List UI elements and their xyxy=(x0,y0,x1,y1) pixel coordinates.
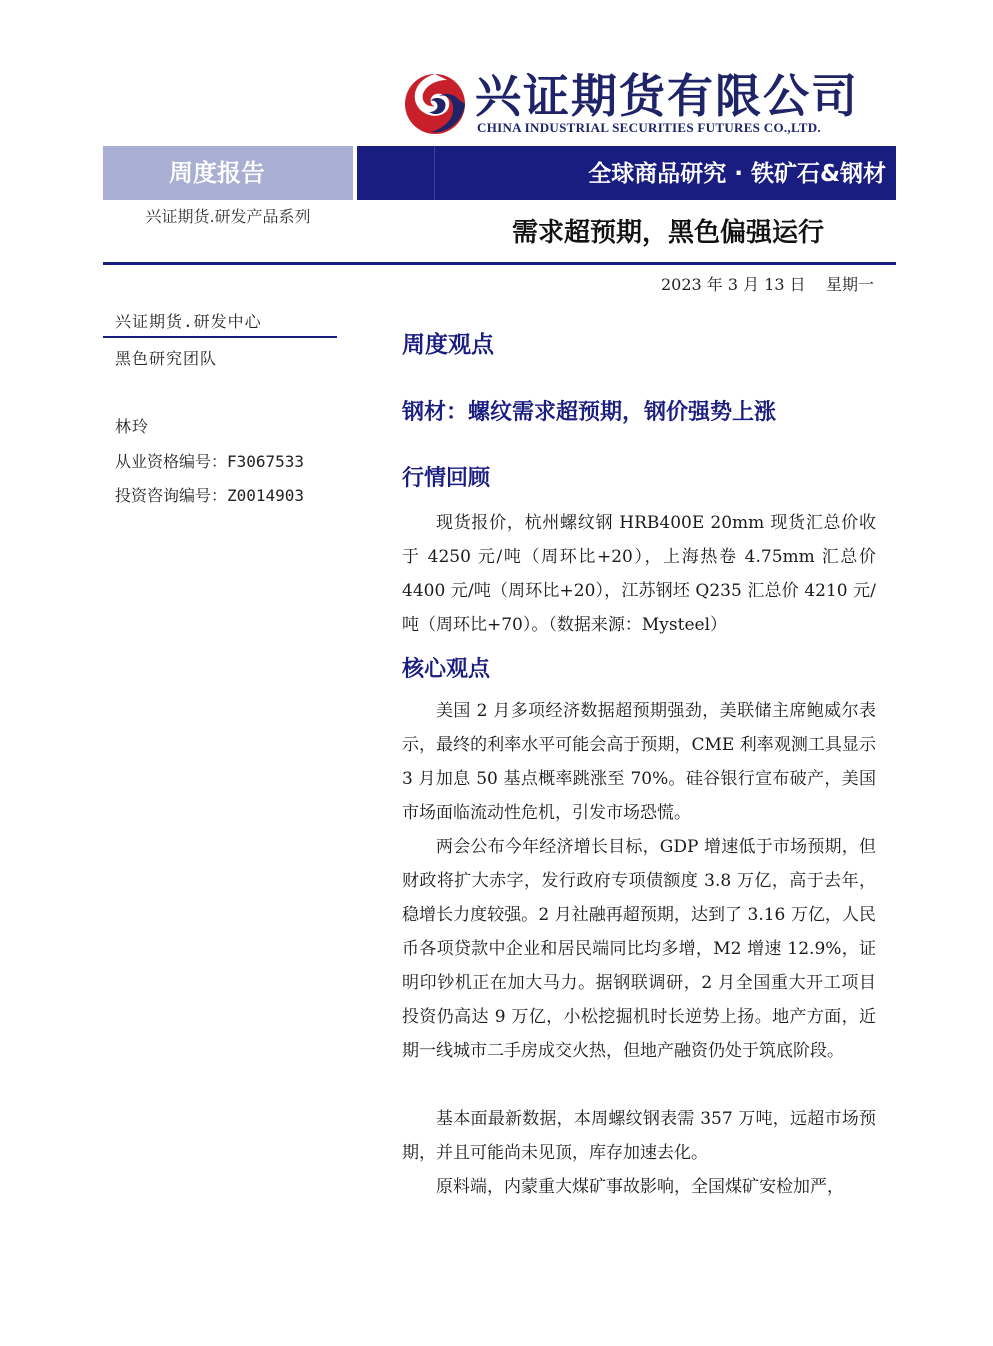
core-heading: 核心观点 xyxy=(402,657,491,682)
report-date: 2023 年 3 月 13 日 星期一 xyxy=(660,275,874,294)
core-paragraph: 美国 2 月多项经济数据超预期强劲，美联储主席鲍威尔表示，最终的利率水平可能会高于预期，CME 利率观测工具显示 3 月加息 50 基点概率跳涨至 70%。硅谷银行宣布破产，美国市场面临流动性危机，引发市场恐慌。 xyxy=(402,701,876,823)
logo-name-cn: 兴证期货有限公司 xyxy=(475,69,859,123)
report-type-label: 周度报告 xyxy=(169,159,265,187)
sidebar-divider xyxy=(103,336,337,338)
header-divider xyxy=(103,262,896,265)
sidebar-org: 兴证期货.研发中心 xyxy=(115,312,262,331)
review-paragraph: 现货报价，杭州螺纹钢 HRB400E 20mm 现货汇总价收于 4250 元/吨（周环比+20），上海热卷 4.75mm 汇总价 4400 元/吨（周环比+20），江苏钢坯 Q235 汇总价 4210 元/吨（周环比+70）。（数据来源：Mysteel） xyxy=(402,513,876,635)
logo-name-en: CHINA INDUSTRIAL SECURITIES FUTURES CO.,LTD. xyxy=(477,120,821,135)
steel-heading: 钢材：螺纹需求超预期，钢价强势上涨 xyxy=(402,400,777,425)
sidebar-team: 黑色研究团队 xyxy=(115,349,218,368)
research-area-label: 全球商品研究 · 铁矿石&钢材 xyxy=(588,161,886,187)
core-paragraph: 两会公布今年经济增长目标，GDP 增速低于市场预期，但财政将扩大赤字，发行政府专项债额度 3.8 万亿，高于去年，稳增长力度较强。2 月社融再超预期，达到了 3.16 万亿，人民币各项贷款中企业和居民端同比均多增，M2 增速 12.9%，证明印钞机正在加大马力。据钢联调研，2 月全国重大开工项目投资仍高达 9 万亿，小松挖掘机时长逆势上扬。地产方面，近期一线城市二手房成交火热，但地产融资仍处于筑底阶段。 xyxy=(402,837,876,1061)
product-series: 兴证期货.研发产品系列 xyxy=(145,207,311,226)
sidebar-license-consulting: 投资咨询编号：Z0014903 xyxy=(115,486,305,505)
header-band-divider xyxy=(434,146,435,200)
core-paragraph: 原料端，内蒙重大煤矿事故影响，全国煤矿安检加严， xyxy=(436,1177,844,1197)
review-heading: 行情回顾 xyxy=(402,466,491,491)
sidebar-analyst: 林玲 xyxy=(115,417,150,436)
sidebar-license-qualification: 从业资格编号：F3067533 xyxy=(115,452,305,471)
core-paragraph: 基本面最新数据，本周螺纹钢表需 357 万吨，远超市场预期，并且可能尚未见顶，库存加速去化。 xyxy=(402,1109,876,1163)
section-title: 周度观点 xyxy=(402,332,494,358)
logo-swirl-icon xyxy=(403,72,469,136)
report-title: 需求超预期，黑色偏强运行 xyxy=(511,218,824,248)
company-logo xyxy=(403,69,873,136)
